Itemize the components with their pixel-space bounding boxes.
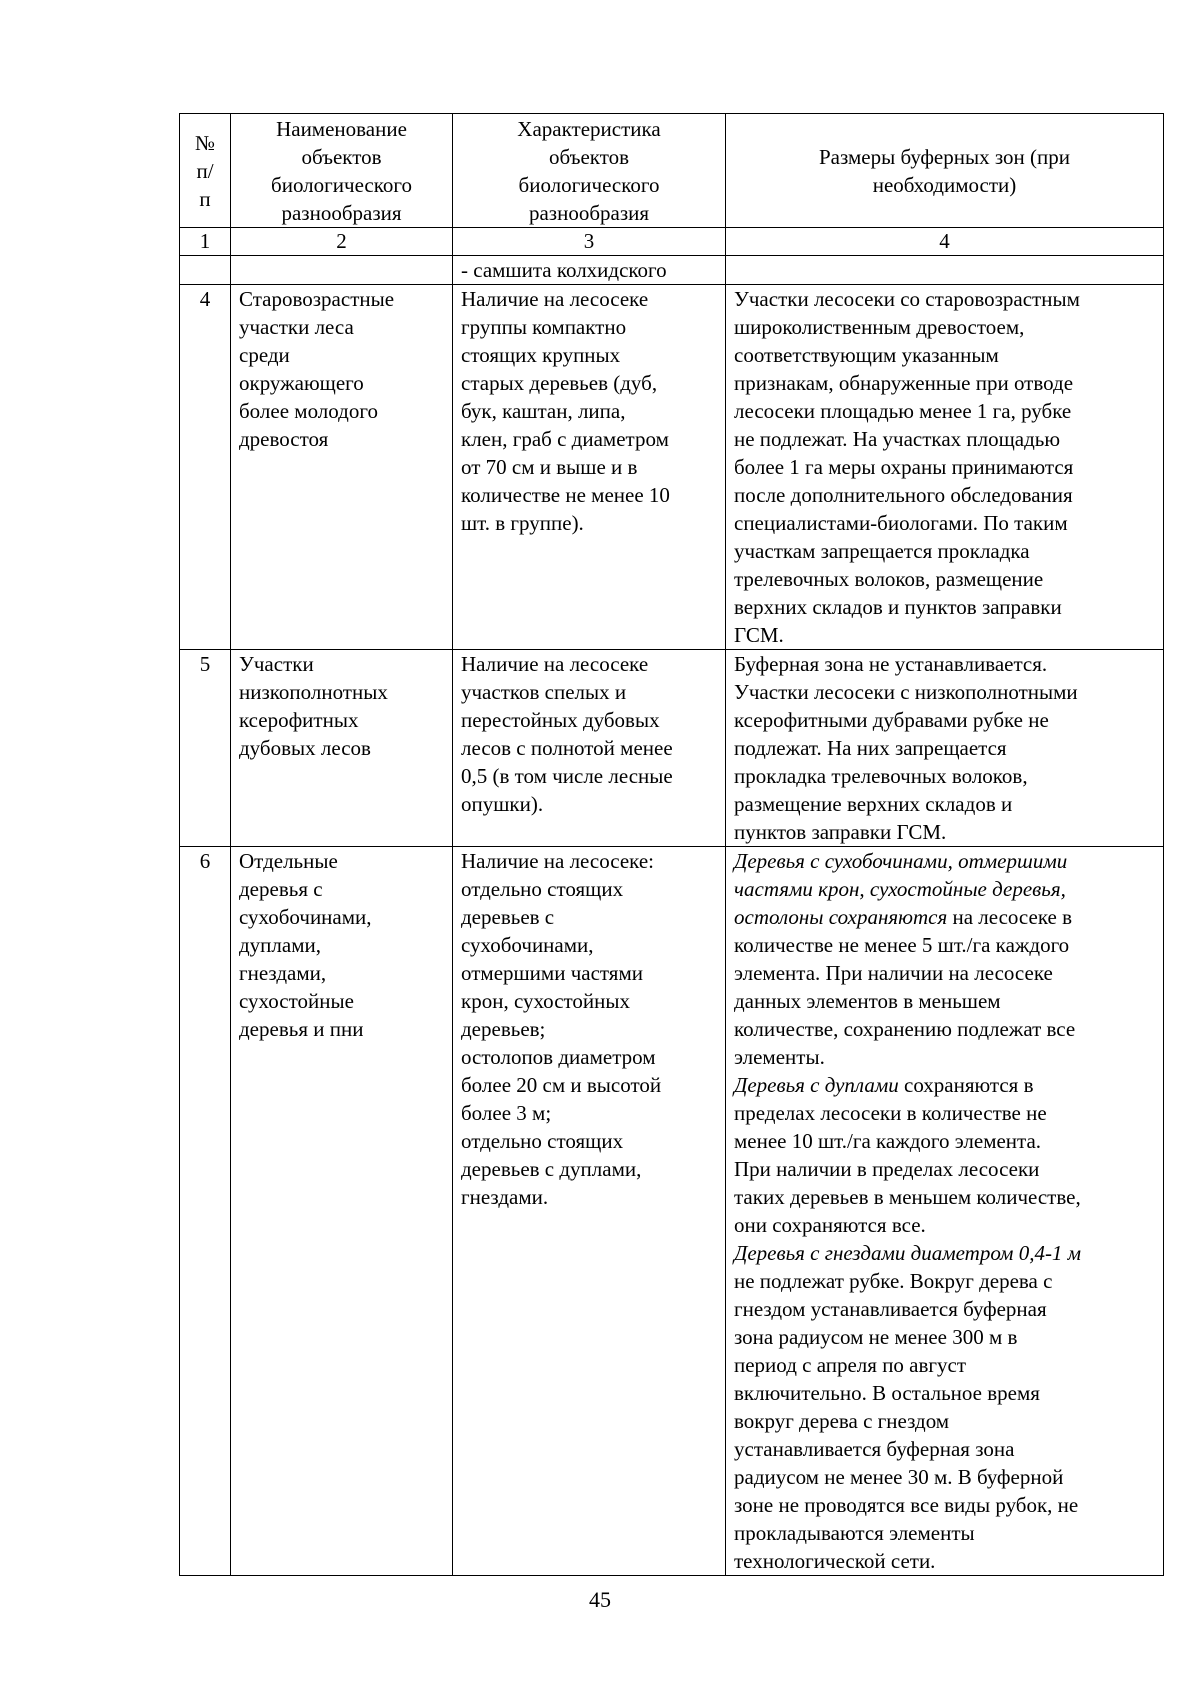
header-buffer-zone-size: Размеры буферных зон (при необходимости) bbox=[726, 114, 1164, 228]
buffer-text: сохраняются в пределах лесосеки в количестве не менее 10 шт./га каждого элемента. При наличии в пределах лесосеки таких деревьев в меньшем количестве, они сохраняются все. bbox=[734, 1073, 1081, 1237]
table-header-row bbox=[180, 114, 1164, 228]
table-row bbox=[180, 285, 1164, 650]
italic-term-nests: Деревья с гнездами диаметром 0,4-1 м bbox=[734, 1241, 1082, 1265]
column-number: 1 bbox=[180, 228, 231, 256]
row-number: 4 bbox=[180, 285, 231, 650]
continuation-characteristics: - самшита колхидского bbox=[453, 256, 726, 285]
row-number: 6 bbox=[180, 847, 231, 1576]
buffer-text: не подлежат рубке. Вокруг дерева с гнездом устанавливается буферная зона радиусом не менее 300 м в период с апреля по август включительно. В остальное время вокруг дерева с гнездом устанавливается буферная зона радиусом не менее 30 м. В буферной зоне не проводятся все виды рубок, не прокладываются элементы технологической сети. bbox=[734, 1269, 1079, 1573]
species-buffer-zone-table bbox=[179, 113, 1164, 1576]
row-number: 5 bbox=[180, 650, 231, 847]
table-row bbox=[180, 650, 1164, 847]
buffer-text: на лесосеке в количестве не менее 5 шт./га каждого элемента. При наличии на лесосеке данных элементов в меньшем количестве, сохранению подлежат все элементы. bbox=[734, 905, 1076, 1069]
column-number: 2 bbox=[231, 228, 453, 256]
header-object-name: Наименование объектов биологического разнообразия bbox=[231, 114, 453, 228]
object-name: Старовозрастные участки леса среди окружающего более молодого древостоя bbox=[231, 285, 453, 650]
object-characteristics: Наличие на лесосеке: отдельно стоящих деревьев с сухобочинами, отмершими частями крон, сухостойных деревьев; остолопов диаметром более 20 см и высотой более 3 м; отдельно стоящих деревьев с дуплами, гнездами. bbox=[453, 847, 726, 1576]
column-number-row bbox=[180, 228, 1164, 256]
italic-term-dead-branches: Деревья с сухобочинами, отмершими частями крон, сухостойные деревья, остолоны сохраняются bbox=[734, 849, 1068, 929]
column-number: 3 bbox=[453, 228, 726, 256]
page-number: 45 bbox=[589, 1587, 611, 1612]
buffer-zone-text bbox=[726, 847, 1164, 1576]
column-number: 4 bbox=[726, 228, 1164, 256]
header-number: № п/ п bbox=[180, 114, 231, 228]
buffer-zone-text: Буферная зона не устанавливается. Участки лесосеки с низкополнотными ксерофитными дубравами рубке не подлежат. На них запрещается прокладка трелевочных волоков, размещение верхних складов и пунктов заправки ГСМ. bbox=[726, 650, 1164, 847]
table-cell bbox=[726, 256, 1164, 285]
object-characteristics: Наличие на лесосеке участков спелых и перестойных дубовых лесов с полнотой менее 0,5 (в том числе лесные опушки). bbox=[453, 650, 726, 847]
object-name: Участки низкополнотных ксерофитных дубовых лесов bbox=[231, 650, 453, 847]
italic-term-hollows: Деревья с дуплами bbox=[734, 1073, 899, 1097]
continuation-row bbox=[180, 256, 1164, 285]
header-object-characteristics: Характеристика объектов биологического разнообразия bbox=[453, 114, 726, 228]
buffer-zone-text: Участки лесосеки со старовозрастным широколиственным древостоем, соответствующим указанным признакам, обнаруженные при отводе лесосеки площадью менее 1 га, рубке не подлежат. На участках площадью более 1 га меры охраны принимаются после дополнительного обследования специалистами-биологами. По таким участкам запрещается прокладка трелевочных волоков, размещение верхних складов и пунктов заправки ГСМ. bbox=[726, 285, 1164, 650]
object-characteristics: Наличие на лесосеке группы компактно стоящих крупных старых деревьев (дуб, бук, каштан, липа, клен, граб с диаметром от 70 см и выше и в количестве не менее 10 шт. в группе). bbox=[453, 285, 726, 650]
object-name: Отдельные деревья с сухобочинами, дуплами, гнездами, сухостойные деревья и пни bbox=[231, 847, 453, 1576]
table-cell bbox=[231, 256, 453, 285]
table-cell bbox=[180, 256, 231, 285]
table-row bbox=[180, 847, 1164, 1576]
